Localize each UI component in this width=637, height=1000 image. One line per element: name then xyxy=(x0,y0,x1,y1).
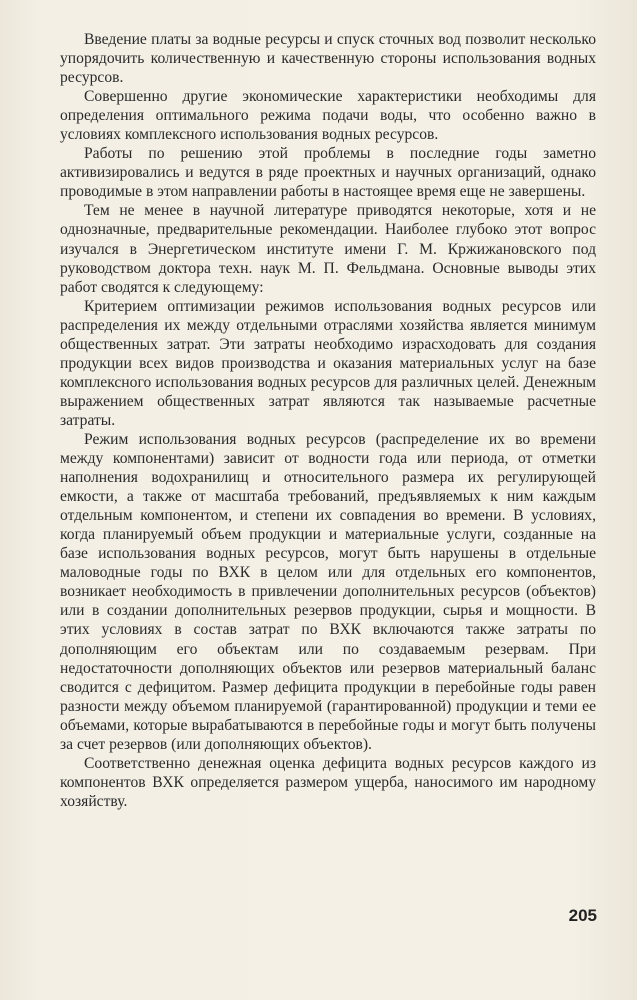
body-text xyxy=(60,30,596,811)
paragraph-water-fee: Введение платы за водные ресурсы и спуск сточных вод позволит несколько упорядочить количественную и качественную стороны использования водных ресурсов. xyxy=(60,31,596,87)
paragraph-preliminary-recommendations: Тем не менее в научной литературе приводятся некоторые, хотя и не однозначные, предварительные рекомендации. Наиболее глубоко этот вопрос изучался в Энергетическом институте имени Г. М. Кржижановского под руководством доктора техн. наук М. П. Фельдмана. Основные выводы этих работ сводятся к следующему: xyxy=(60,202,596,296)
paragraph-optimization-criterion: Критерием оптимизации режимов использования водных ресурсов или распределения их между отдельными отраслями хозяйства является минимум общественных затрат. Эти затраты необходимо израсходовать для создания продукции всех видов производства и оказания материальных услуг на базе комплексного использования водных ресурсов для различных целей. Денежным выражением общественных затрат являются так называемые расчетные затраты. xyxy=(60,297,596,429)
page-number: 205 xyxy=(568,906,597,925)
paragraph-economic-characteristics: Совершенно другие экономические характеристики необходимы для определения оптимального режима подачи воды, что особенно важно в условиях комплексного использования водных ресурсов. xyxy=(60,88,596,144)
paragraph-deficit-assessment: Соответственно денежная оценка дефицита водных ресурсов каждого из компонентов ВХК определяется размером ущерба, наносимого им народному хозяйству. xyxy=(60,754,596,810)
paragraph-research-work: Работы по решению этой проблемы в последние годы заметно активизировались и ведутся в ряде проектных и научных организаций, однако проводимые в этом направлении работы в настоящее время еще не завершены. xyxy=(60,145,596,201)
paragraph-usage-regime: Режим использования водных ресурсов (распределение их во времени между компонентами) зависит от водности года или периода, от отметки наполнения водохранилищ и относительного размера их регулирующей емкости, а также от масштаба требований, предъявляемых к ним каждым отдельным компонентом, и степени их совпадения во времени. В условиях, когда планируемый объем продукции и материальные услуги, созданные на базе использования водных ресурсов, могут быть нарушены в отдельные маловодные годы по ВХК в целом или для отдельных его компонентов, возникает необходимость в привлечении дополнительных ресурсов (объектов) или в создании дополнительных резервов продукции, сырья и мощности. В этих условиях в состав затрат по ВХК включаются также затраты по дополняющим его объектам или по создаваемым резервам. При недостаточности дополняющих объектов или резервов материальный баланс сводится с дефицитом. Размер дефицита продукции в перебойные годы равен разности между объемом планируемой (гарантированной) продукции и теми ее объемами, которые вырабатываются в перебойные годы и могут быть получены за счет резервов (или дополняющих объектов). xyxy=(60,430,596,753)
